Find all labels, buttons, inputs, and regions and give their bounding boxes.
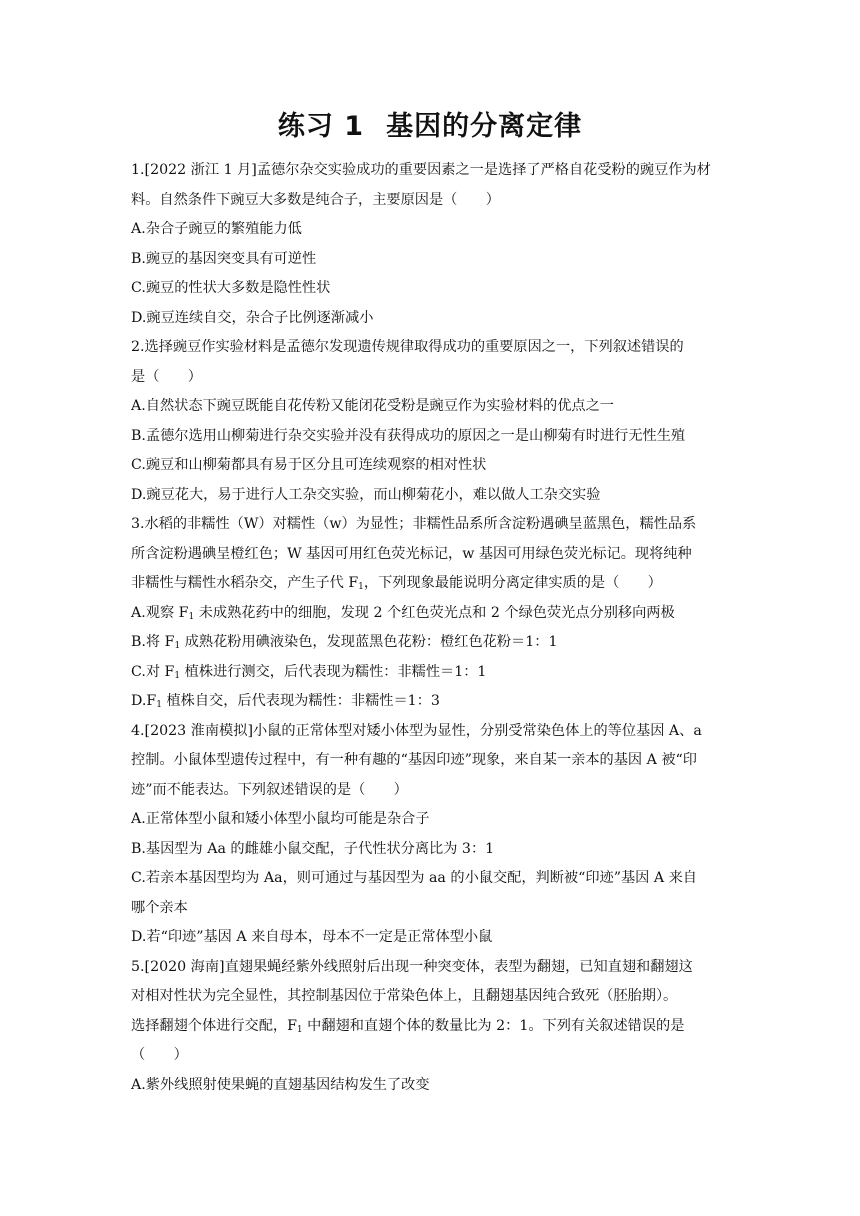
text-line [131, 451, 731, 481]
line-text: 控制。小鼠体型遗传过程中，有一种有趣的“基因印迹”现象，来自某一亲本的基因 A 被“印 [131, 752, 697, 768]
text-line [131, 274, 731, 304]
line-text: 选择翻翅个体进行交配，F [131, 1017, 297, 1034]
subscript: 1 [296, 1024, 303, 1035]
line-text: D.若“印迹”基因 A 来自母本，母本不一定是正常体型小鼠 [131, 929, 493, 945]
line-text: A.紫外线照射使果蝇的直翅基因结构发生了改变 [131, 1076, 430, 1093]
text-line [131, 805, 731, 835]
line-text: D.豌豆花大，易于进行人工杂交实验，而山柳菊花小，难以做人工杂交实验 [131, 486, 601, 503]
text-line [131, 599, 731, 629]
text-line [131, 717, 731, 747]
text-line [131, 392, 731, 422]
line-text-tail: 未成熟花药中的细胞，发现 2 个红色荧光点和 2 个绿色荧光点分别移向两极 [194, 604, 675, 621]
line-text: A.观察 F [131, 604, 189, 621]
line-text-tail: 植株进行测交，后代表现为糯性：非糯性＝1：1 [180, 663, 487, 680]
text-line [131, 982, 731, 1012]
line-text: C.豌豆和山柳菊都具有易于区分且可连续观察的相对性状 [131, 457, 487, 473]
line-text: 3.水稻的非糯性（W）对糯性（w）为显性；非糯性品系所含淀粉遇碘呈蓝黑色，糯性品系 [131, 516, 697, 532]
text-line [131, 746, 731, 776]
line-text: （ ） [131, 1047, 188, 1063]
line-text: 哪个亲本 [131, 899, 188, 916]
title-number: 练习 1 [277, 111, 365, 142]
text-line [131, 864, 731, 894]
line-text: 料。自然条件下豌豆大多数是纯合子，主要原因是（ ） [131, 191, 500, 208]
text-line [131, 1071, 731, 1101]
line-text: 是（ ） [131, 368, 202, 385]
text-line [131, 569, 731, 599]
subscript: 1 [156, 700, 162, 710]
text-line [131, 186, 731, 216]
line-text-tail: 中翻翅和直翅个体的数量比为 2：1。下列有关叙述错误的是 [302, 1017, 685, 1034]
text-line [131, 658, 731, 688]
text-line [131, 245, 731, 275]
line-text: B.基因型为 Aa 的雌雄小鼠交配，子代性状分离比为 3：1 [131, 840, 495, 857]
line-text-tail: 植株自交，后代表现为糯性：非糯性＝1：3 [161, 693, 440, 709]
text-line [131, 510, 731, 540]
line-text: 2.选择豌豆作实验材料是孟德尔发现遗传规律取得成功的重要原因之一，下列叙述错误的 [131, 339, 684, 355]
text-line [131, 1012, 731, 1042]
page-title [0, 104, 860, 143]
line-text: 迹”而不能表达。下列叙述错误的是（ ） [131, 781, 408, 798]
line-text: D.F [131, 693, 157, 709]
line-text-tail: 成熟花粉用碘液染色，发现蓝黑色花粉：橙红色花粉＝1：1 [180, 634, 558, 650]
line-text: 5.[2020 海南]直翅果蝇经紫外线照射后出现一种突变体，表型为翻翅，已知直翅和翻翅这 [131, 958, 693, 975]
text-line [131, 215, 731, 245]
text-line [131, 333, 731, 363]
text-line [131, 923, 731, 953]
line-text: C.若亲本基因型均为 Aa，则可通过与基因型为 aa 的小鼠交配，判断被“印迹”基因 A 来自 [131, 870, 697, 886]
text-line [131, 894, 731, 924]
text-line [131, 953, 731, 983]
line-text: 1.[2022 浙江 1 月]孟德尔杂交实验成功的重要因素之一是选择了严格自花受粉的豌豆作为材 [131, 162, 711, 178]
subscript: 1 [174, 670, 181, 681]
line-text: C.对 F [131, 663, 175, 680]
line-text: B.孟德尔选用山柳菊进行杂交实验并没有获得成功的原因之一是山柳菊有时进行无性生殖 [131, 427, 686, 444]
line-text-tail: ，下列现象最能说明分离定律实质的是（ ） [363, 575, 662, 591]
text-line [131, 628, 731, 658]
text-line [131, 363, 731, 393]
line-text: 非糯性与糯性水稻杂交，产生子代 F [131, 575, 359, 591]
subscript: 1 [358, 582, 364, 592]
subscript: 1 [188, 611, 195, 622]
text-line [131, 304, 731, 334]
subscript: 1 [174, 641, 181, 651]
text-line [131, 776, 731, 806]
question-content [131, 156, 731, 1100]
line-text: 所含淀粉遇碘呈橙红色；W 基因可用红色荧光标记，w 基因可用绿色荧光标记。现将纯种 [131, 545, 692, 562]
line-text: 对相对性状为完全显性，其控制基因位于常染色体上，且翻翅基因纯合致死（胚胎期）。 [131, 988, 678, 1004]
line-text: 4.[2023 淮南模拟]小鼠的正常体型对矮小体型为显性，分别受常染色体上的等位基因 A、a [131, 722, 702, 739]
text-line [131, 687, 731, 717]
text-line [131, 540, 731, 570]
line-text: A.自然状态下豌豆既能自花传粉又能闭花受粉是豌豆作为实验材料的优点之一 [131, 398, 614, 414]
line-text: B.将 F [131, 634, 175, 650]
text-line [131, 422, 731, 452]
line-text: B.豌豆的基因突变具有可逆性 [131, 250, 317, 267]
line-text: D.豌豆连续自交，杂合子比例逐渐减小 [131, 309, 374, 326]
text-line [131, 481, 731, 511]
line-text: A.正常体型小鼠和矮小体型小鼠均可能是杂合子 [131, 811, 430, 827]
text-line [131, 835, 731, 865]
text-line [131, 1041, 731, 1071]
title-topic: 基因的分离定律 [386, 111, 583, 142]
text-line [131, 156, 731, 186]
line-text: A.杂合子豌豆的繁殖能力低 [131, 221, 302, 237]
line-text: C.豌豆的性状大多数是隐性性状 [131, 280, 331, 296]
